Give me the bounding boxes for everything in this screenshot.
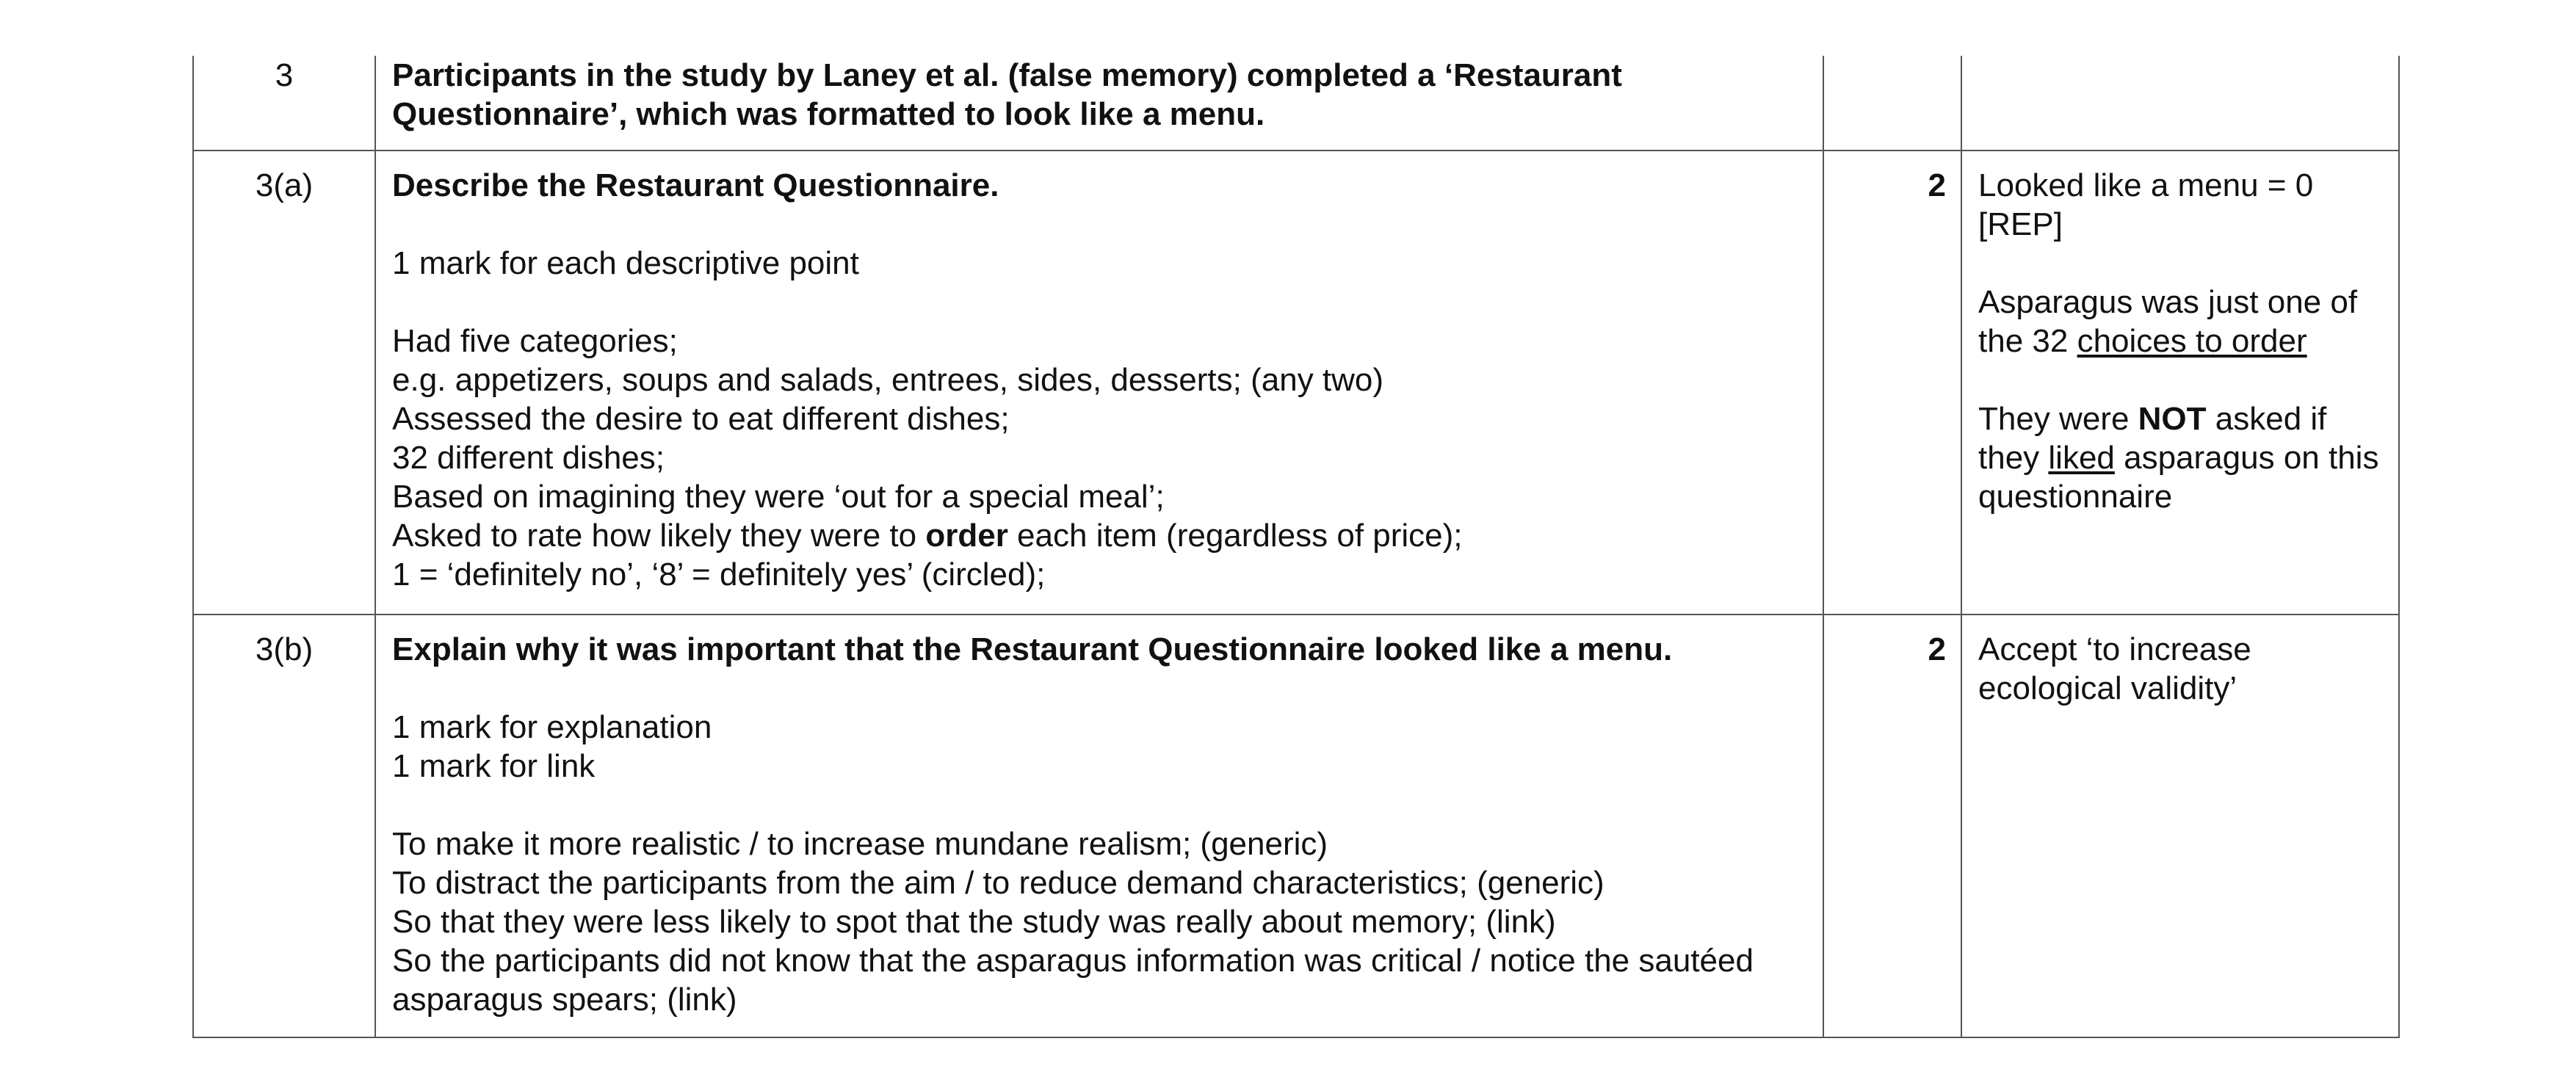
guidance-note: Accept ‘to increase ecological validity’ bbox=[1978, 631, 2251, 706]
answer-point: Assessed the desire to eat different dishes; bbox=[392, 401, 1010, 437]
marking-instruction: 1 mark for each descriptive point bbox=[392, 245, 859, 281]
question-text: Describe the Restaurant Questionnaire. bbox=[392, 167, 999, 203]
answer-point: e.g. appetizers, soups and salads, entrees, sides, desserts; (any two) bbox=[392, 362, 1384, 398]
answer-point: So that they were less likely to spot that the study was really about memory; (link) bbox=[392, 904, 1556, 940]
question-number: 3 bbox=[275, 57, 294, 93]
marks-cell bbox=[1823, 151, 1961, 615]
question-3-intro-row bbox=[193, 56, 2399, 151]
marks-cell bbox=[1823, 615, 1961, 1037]
marks-cell bbox=[1823, 56, 1961, 151]
question-text-cell bbox=[375, 56, 1823, 151]
mark-scheme-table bbox=[192, 56, 2400, 1038]
question-3a-row bbox=[193, 151, 2399, 615]
question-number-cell bbox=[193, 615, 375, 1037]
marking-instruction: 1 mark for explanation bbox=[392, 709, 712, 745]
marking-instruction: 1 mark for link bbox=[392, 748, 596, 784]
guidance-note: Looked like a menu = 0 [REP] bbox=[1978, 167, 2314, 242]
question-text: Explain why it was important that the Restaurant Questionnaire looked like a menu. bbox=[392, 631, 1673, 667]
answer-point: To make it more realistic / to increase mundane realism; (generic) bbox=[392, 826, 1328, 862]
question-3b-row bbox=[193, 615, 2399, 1037]
emphasis-order: order bbox=[925, 518, 1008, 554]
answer-cell bbox=[375, 615, 1823, 1037]
answer-point: Based on imagining they were ‘out for a special meal’; bbox=[392, 479, 1165, 515]
guidance-note: Asparagus was just one of the 32 choices to order bbox=[1978, 284, 2358, 359]
question-stem: Participants in the study by Laney et al. (false memory) completed a ‘Restaurant Questionnaire’, which was formatted to look like a menu. bbox=[392, 57, 1622, 132]
answer-point: 1 = ‘definitely no’, ‘8’ = definitely yes’ (circled); bbox=[392, 557, 1046, 592]
question-number-cell bbox=[193, 56, 375, 151]
answer-point: To distract the participants from the aim / to reduce demand characteristics; (generic) bbox=[392, 865, 1604, 901]
question-number: 3(a) bbox=[255, 167, 314, 203]
question-number-cell bbox=[193, 151, 375, 615]
marks-value: 2 bbox=[1928, 631, 1946, 667]
answer-point-rate: Asked to rate how likely they were to order each item (regardless of price); bbox=[392, 518, 1463, 554]
guidance-cell bbox=[1961, 56, 2399, 151]
guidance-cell bbox=[1961, 615, 2399, 1037]
answer-point: Had five categories; bbox=[392, 323, 678, 359]
marks-value: 2 bbox=[1928, 167, 1946, 203]
guidance-cell bbox=[1961, 151, 2399, 615]
answer-cell bbox=[375, 151, 1823, 615]
answer-point: So the participants did not know that the asparagus information was critical / notice the sautéed asparagus spears; (link) bbox=[392, 943, 1763, 1018]
answer-point: 32 different dishes; bbox=[392, 440, 665, 476]
guidance-note: They were NOT asked if they liked asparagus on this questionnaire bbox=[1978, 401, 2379, 515]
question-number: 3(b) bbox=[255, 631, 314, 667]
